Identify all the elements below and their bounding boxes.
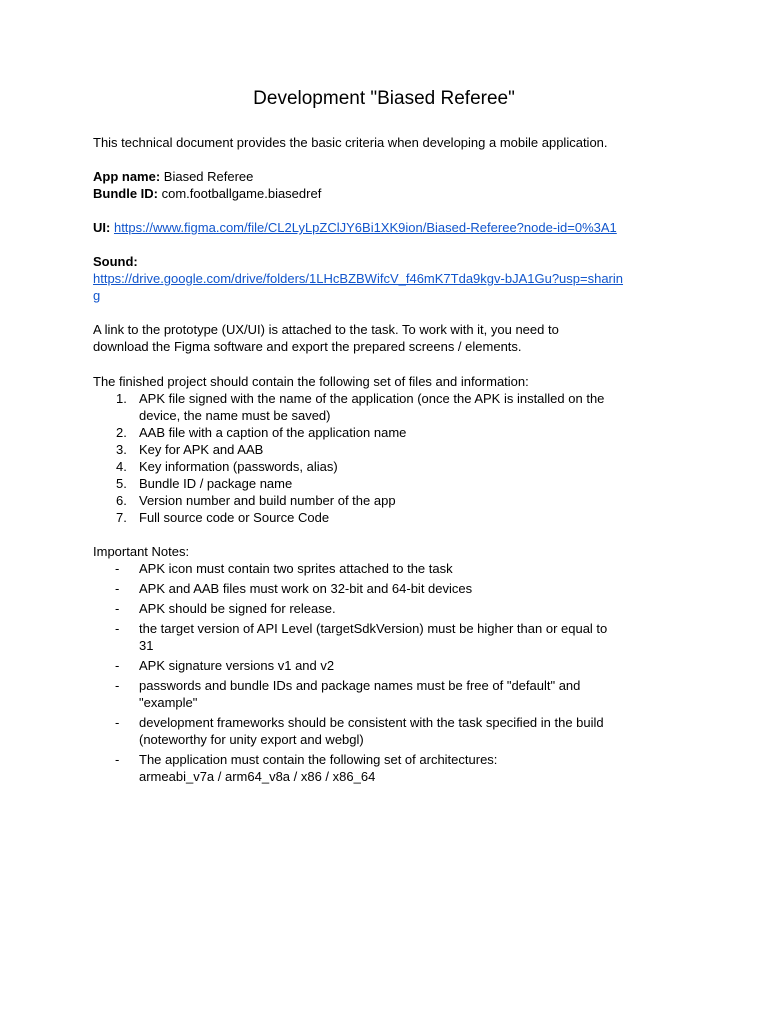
notes-list: [93, 560, 675, 785]
sound-section: [93, 253, 675, 304]
prototype-line2: download the Figma software and export the prepared screens / elements.: [93, 339, 522, 354]
list-item: 5. Bundle ID / package name: [116, 476, 293, 491]
bundle-id-value: com.footballgame.biasedref: [158, 186, 322, 201]
ui-label: UI:: [93, 220, 111, 235]
list-item: 4. Key information (passwords, alias): [116, 459, 338, 474]
sound-link-line1: https://drive.google.com/drive/folders/1LHcBZBWifcV_f46mK7Tda9kgv-bJA1Gu?usp=sharin: [93, 271, 624, 286]
ui-row: [93, 219, 675, 236]
list-item: 3. Key for APK and AAB: [116, 442, 264, 457]
figma-link[interactable]: https://www.figma.com/file/CL2LyLpZClJY6Bi1XK9ion/Biased-Referee?node-id=0%3A1: [113, 220, 617, 235]
list-item: 7. Full source code or Source Code: [116, 510, 330, 525]
bundle-id-label: Bundle ID:: [93, 186, 158, 201]
app-name-value: Biased Referee: [160, 169, 254, 184]
prototype-paragraph: [93, 321, 675, 355]
finished-heading: The finished project should contain the following set of files and information:: [93, 374, 529, 389]
list-item: - APK icon must contain two sprites attached to the task: [115, 561, 453, 576]
bundle-id-row: [93, 185, 675, 202]
list-item: - passwords and bundle IDs and package names must be free of "default" and "example": [115, 678, 581, 710]
finished-project-section: [93, 373, 675, 526]
list-item: - the target version of API Level (targetSdkVersion) must be higher than or equal to 31: [115, 621, 608, 653]
list-item: - development frameworks should be consistent with the task specified in the build (noteworthy for unity export and webgl): [115, 715, 604, 747]
sound-drive-link[interactable]: [93, 270, 675, 304]
list-item: - APK and AAB files must work on 32-bit and 64-bit devices: [115, 581, 473, 596]
list-item: - The application must contain the following set of architectures: armeabi_v7a / arm64_v8a / x86 / x86_64: [115, 752, 498, 784]
app-name-row: [93, 168, 675, 185]
intro-text: This technical document provides the basic criteria when developing a mobile application.: [93, 135, 608, 150]
list-item: - APK signature versions v1 and v2: [115, 658, 335, 673]
important-notes-section: [93, 543, 675, 788]
sound-label: Sound:: [93, 254, 138, 269]
list-item: 1. APK file signed with the name of the application (once the APK is installed on the device, the name must be saved): [116, 391, 605, 423]
list-item: - APK should be signed for release.: [115, 601, 336, 616]
intro-paragraph: [93, 134, 675, 151]
notes-heading: Important Notes:: [93, 544, 190, 559]
document-title: Development "Biased Referee": [253, 88, 515, 109]
app-info: [93, 168, 675, 202]
finished-list: [93, 390, 675, 526]
sound-link-line2: g: [93, 288, 101, 303]
list-item: 6. Version number and build number of the app: [116, 493, 396, 508]
app-name-label: App name:: [93, 169, 161, 184]
prototype-line1: A link to the prototype (UX/UI) is attached to the task. To work with it, you need to: [93, 322, 559, 337]
list-item: 2. AAB file with a caption of the application name: [116, 425, 407, 440]
